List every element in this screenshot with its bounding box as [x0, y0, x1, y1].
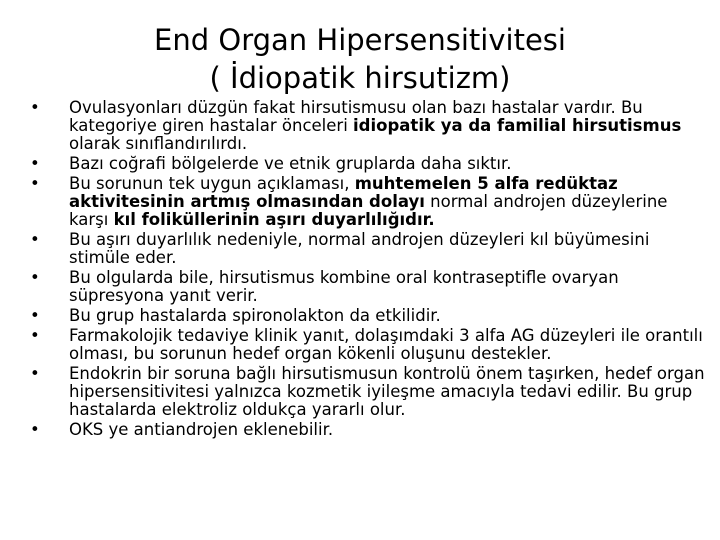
bullet-item: [30, 307, 710, 325]
bullet-item: [30, 99, 710, 153]
bullet-item: [30, 231, 710, 267]
bullet-list: [30, 99, 710, 441]
bullet-item: [30, 269, 710, 305]
bullet-text: Farmakolojik tedaviye klinik yanıt, dolaşımdaki 3 alfa AG düzeyleri ile orantılı olması, bu sorunun hedef organ kökenli oluşunu destekler.: [69, 326, 703, 363]
bullet-text-bold: kıl foliküllerinin aşırı duyarlılığıdır.: [113, 210, 435, 229]
bullet-text: OKS ye antiandrojen eklenebilir.: [69, 420, 334, 439]
bullet-text: Bu olgularda bile, hirsutismus kombine oral kontraseptifle ovaryan süpresyona yanıt verir.: [69, 268, 619, 305]
bullet-text: Bu aşırı duyarlılık nedeniyle, normal androjen düzeyleri kıl büyümesini stimüle eder.: [69, 230, 650, 267]
bullet-text: olarak sınıflandırılırdı.: [69, 134, 248, 153]
bullet-item: [30, 175, 710, 229]
bullet-text: Bazı coğrafi bölgelerde ve etnik gruplarda daha sıktır.: [69, 154, 512, 173]
bullet-text: Bu sorunun tek uygun açıklaması,: [69, 174, 355, 193]
bullet-text: Ovulasyonları düzgün fakat hirsutismusu olan bazı hastalar vardır. Bu kategoriye giren hastalar önceleri: [69, 98, 643, 135]
bullet-text: Bu grup hastalarda spironolakton da etkilidir.: [69, 306, 441, 325]
bullet-item: [30, 365, 710, 419]
slide-title-line-2: ( İdiopatik hirsutizm): [209, 61, 511, 96]
bullet-text: Endokrin bir soruna bağlı hirsutismusun kontrolü önem taşırken, hedef organ hipersensitivitesi yalnızca kozmetik iyileşme amacıyla tedavi edilir. Bu grup hastalarda elektroliz oldukça yararlı olur.: [69, 364, 705, 419]
bullet-item: [30, 155, 710, 173]
bullet-text: normal androjen düzeylerine karşı: [69, 192, 668, 229]
bullet-text-bold: muhtemelen 5 alfa redüktaz aktivitesinin artmış olmasından dolayı: [69, 174, 618, 211]
bullet-item: [30, 327, 710, 363]
bullet-item: [30, 421, 710, 439]
slide-title: [60, 21, 660, 97]
bullet-text-bold: idiopatik ya da familial hirsutismus: [353, 116, 682, 135]
slide-title-line-1: End Organ Hipersensitivitesi: [154, 23, 566, 58]
